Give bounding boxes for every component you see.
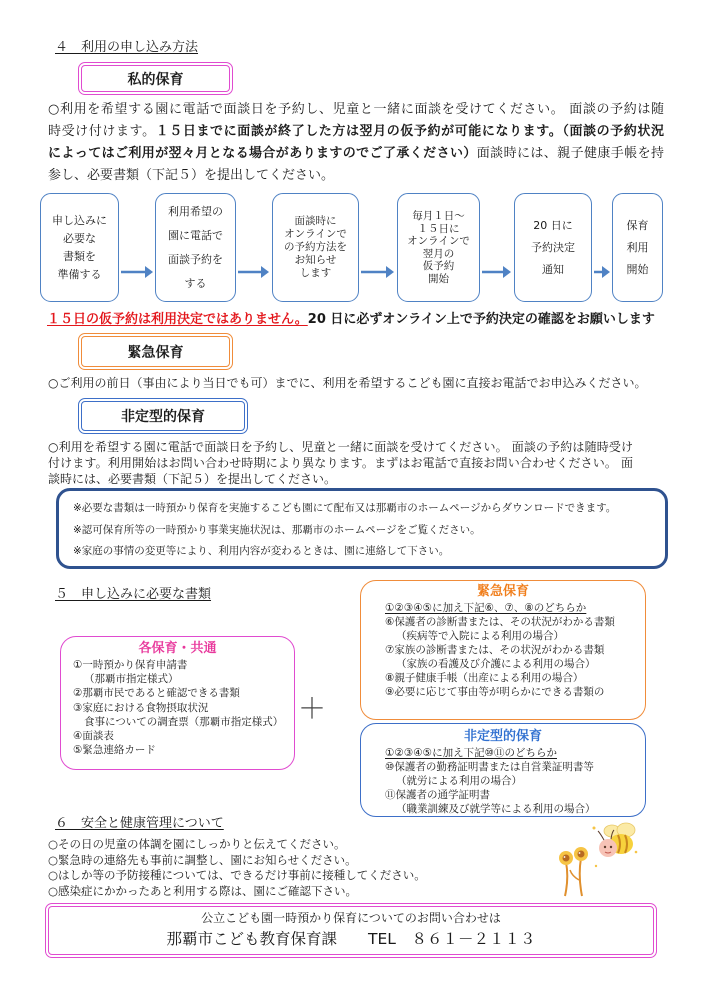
text-line <box>48 165 664 187</box>
common-documents-title: 各保育・共通 <box>138 641 217 656</box>
private-care-label-box <box>78 62 233 95</box>
document-item: ⑨必要に応じて事由等が明らかにできる書類の <box>385 686 605 698</box>
document-item-note: （疾病等で入院による利用の場合） <box>396 630 564 642</box>
document-item: ④面談表 <box>73 730 114 743</box>
document-item-note: （家族の看護及び介護による利用の場合） <box>396 658 596 670</box>
bee-flower-illustration <box>548 818 640 898</box>
text-segment: 時受け付けます。 <box>48 124 156 139</box>
document-item-note: （那覇市指定様式） <box>84 673 179 686</box>
text-segment: 面談時には、親子健康手帳を持 <box>476 146 664 161</box>
document-item: ⑩保護者の勤務証明書または自営業証明書等 <box>385 761 594 773</box>
confirmation-instruction: 20 日に必ずオンライン上で予約決定の確認をお願いします <box>307 312 655 327</box>
document-item: ②那覇市民であると確認できる書類 <box>73 687 240 700</box>
note-line: ※認可保育所等の一時預かり事業実施状況は、那覇市のホームページをご覧ください。 <box>73 523 481 536</box>
text-line <box>48 143 664 165</box>
plus-sign: ＋ <box>298 692 327 725</box>
flow-step-label: 保育 利用 開始 <box>626 218 649 276</box>
provisional-reservation-warning: １５日の仮予約は利用決定ではありません。 <box>47 312 308 327</box>
common-documents-box <box>60 636 295 770</box>
text-line <box>48 99 664 121</box>
document-item: ①一時預かり保育申請書 <box>73 659 188 671</box>
document-condition: ①②③④⑤に加え下記⑥、⑦、⑧のどちらか <box>385 602 587 614</box>
guideline-line: ○緊急時の連絡先も事前に調整し、園にお知らせください。 <box>48 852 357 867</box>
document-item: ⑦家族の診断書または、その状況がわかる書類 <box>385 644 605 656</box>
atypical-care-label-box <box>78 398 248 434</box>
document-item: ⑥保護者の診断書または、その状況がわかる書類 <box>385 616 615 628</box>
atypical-documents-box <box>360 723 646 817</box>
document-item-note: 食事についての調査票（那覇市指定様式） <box>84 715 284 728</box>
private-care-label: 私的保育 <box>127 71 184 88</box>
document-item: ③家庭における食物摂取状況 <box>73 701 209 714</box>
text-line: 談時には、必要書類（下記５）を提出してください。 <box>48 472 337 486</box>
flow-arrows <box>0 257 703 287</box>
note-line: ※家庭の事情の変更等により、利用内容が変わるときは、園に連絡して下さい。 <box>73 545 450 557</box>
emergency-care-label: 緊急保育 <box>127 344 184 361</box>
flower-icon <box>570 847 588 896</box>
section-6-title: ６ 安全と健康管理について <box>55 816 224 831</box>
guideline-line: ○その日の児童の体調を園にしっかりと伝えてください。 <box>48 837 346 851</box>
document-item: ⑪保護者の通学証明書 <box>385 789 490 801</box>
safety-guidelines <box>48 837 548 899</box>
flow-arrow-icon <box>361 266 394 278</box>
document-item-note: （職業訓練及び就学等による利用の場合） <box>396 803 596 815</box>
atypical-documents-title: 非定型的保育 <box>463 729 542 744</box>
emergency-documents-title: 緊急保育 <box>476 584 529 599</box>
notes-box <box>56 488 668 569</box>
private-care-description <box>48 99 664 187</box>
text-line <box>48 121 664 143</box>
reservation-notice <box>47 312 655 328</box>
document-item: ⑧親子健康手帳（出産による利用の場合） <box>385 672 584 684</box>
flow-step-label: 20 日に 予約決定 通知 <box>531 218 575 276</box>
bee-icon <box>598 823 635 857</box>
guideline-line: ○感染症にかかったあと利用する際は、園にご確認下さい。 <box>48 883 358 898</box>
flow-step-label: 毎月１日～ １５日に オンラインで 翌月の 仮予約 開始 <box>407 210 470 285</box>
document-item: ⑤緊急連絡カード <box>73 744 156 757</box>
text-line: ○利用を希望する園に電話で面談日を予約し、児童と一緒に面談を受けてください。 面談の予約は随時受け <box>48 440 633 454</box>
atypical-care-label: 非定型的保育 <box>121 409 205 425</box>
text-segment: ○利用を希望する園に電話で面談日を予約し、児童と一緒に面談を受けてください。 面談の予約は随 <box>48 102 664 117</box>
section-5-title: ５ 申し込みに必要な書類 <box>55 587 212 602</box>
text-line: ○ご利用の前日（事由により当日でも可）までに、利用を希望するこども園に直接お電話でお申込みください。 <box>48 376 647 390</box>
flow-arrow-icon <box>238 266 269 278</box>
emergency-care-label-box <box>78 333 233 370</box>
section-4-title: ４ 利用の申し込み方法 <box>55 40 199 55</box>
flow-arrow-icon <box>482 266 511 278</box>
text-segment-emphasis: によってはご利用が翌々月となる場合がありますのでご了承ください） <box>48 146 477 161</box>
flow-arrow-icon <box>121 266 153 278</box>
text-line: 付けます。利用開始はお問い合わせ時期により異なります。まずはお電話で直接お問い合わせください。 面 <box>48 456 633 470</box>
contact-box <box>45 903 657 958</box>
document-item-note: （就労による利用の場合） <box>396 775 522 787</box>
flow-step-label: 申し込みに 必要な 書類を 準備する <box>52 213 107 281</box>
emergency-care-description <box>48 375 678 391</box>
guideline-line: ○はしか等の予防接種については、できるだけ事前に接種してください。 <box>48 868 426 882</box>
document-condition: ①②③④⑤に加え下記⑩⑪のどちらか <box>385 747 557 759</box>
text-segment-emphasis: １５日までに面談が終了した方は翌月の仮予約が可能になります。（面談の予約状況 <box>155 124 664 139</box>
flow-step-label: 面談時に オンラインで の予約方法を お知らせ します <box>284 215 347 279</box>
note-line: ※必要な書類は一時預かり保育を実施するこども園にて配布又は那覇市のホームページからダウンロードできます。 <box>73 502 617 514</box>
contact-lead: 公立こども園一時預かり保育についてのお問い合わせは <box>201 911 501 925</box>
flow-step-label: 利用希望の 園に電話で 面談予約を する <box>168 204 223 290</box>
flow-arrow-icon <box>594 266 610 278</box>
contact-office-phone: 那覇市こども教育保育課 TEL ８６１－２１１３ <box>166 930 536 948</box>
emergency-documents-box <box>360 580 646 720</box>
atypical-care-description <box>48 439 633 487</box>
text-segment: 参し、必要書類（下記５）を提出してください。 <box>48 168 335 183</box>
